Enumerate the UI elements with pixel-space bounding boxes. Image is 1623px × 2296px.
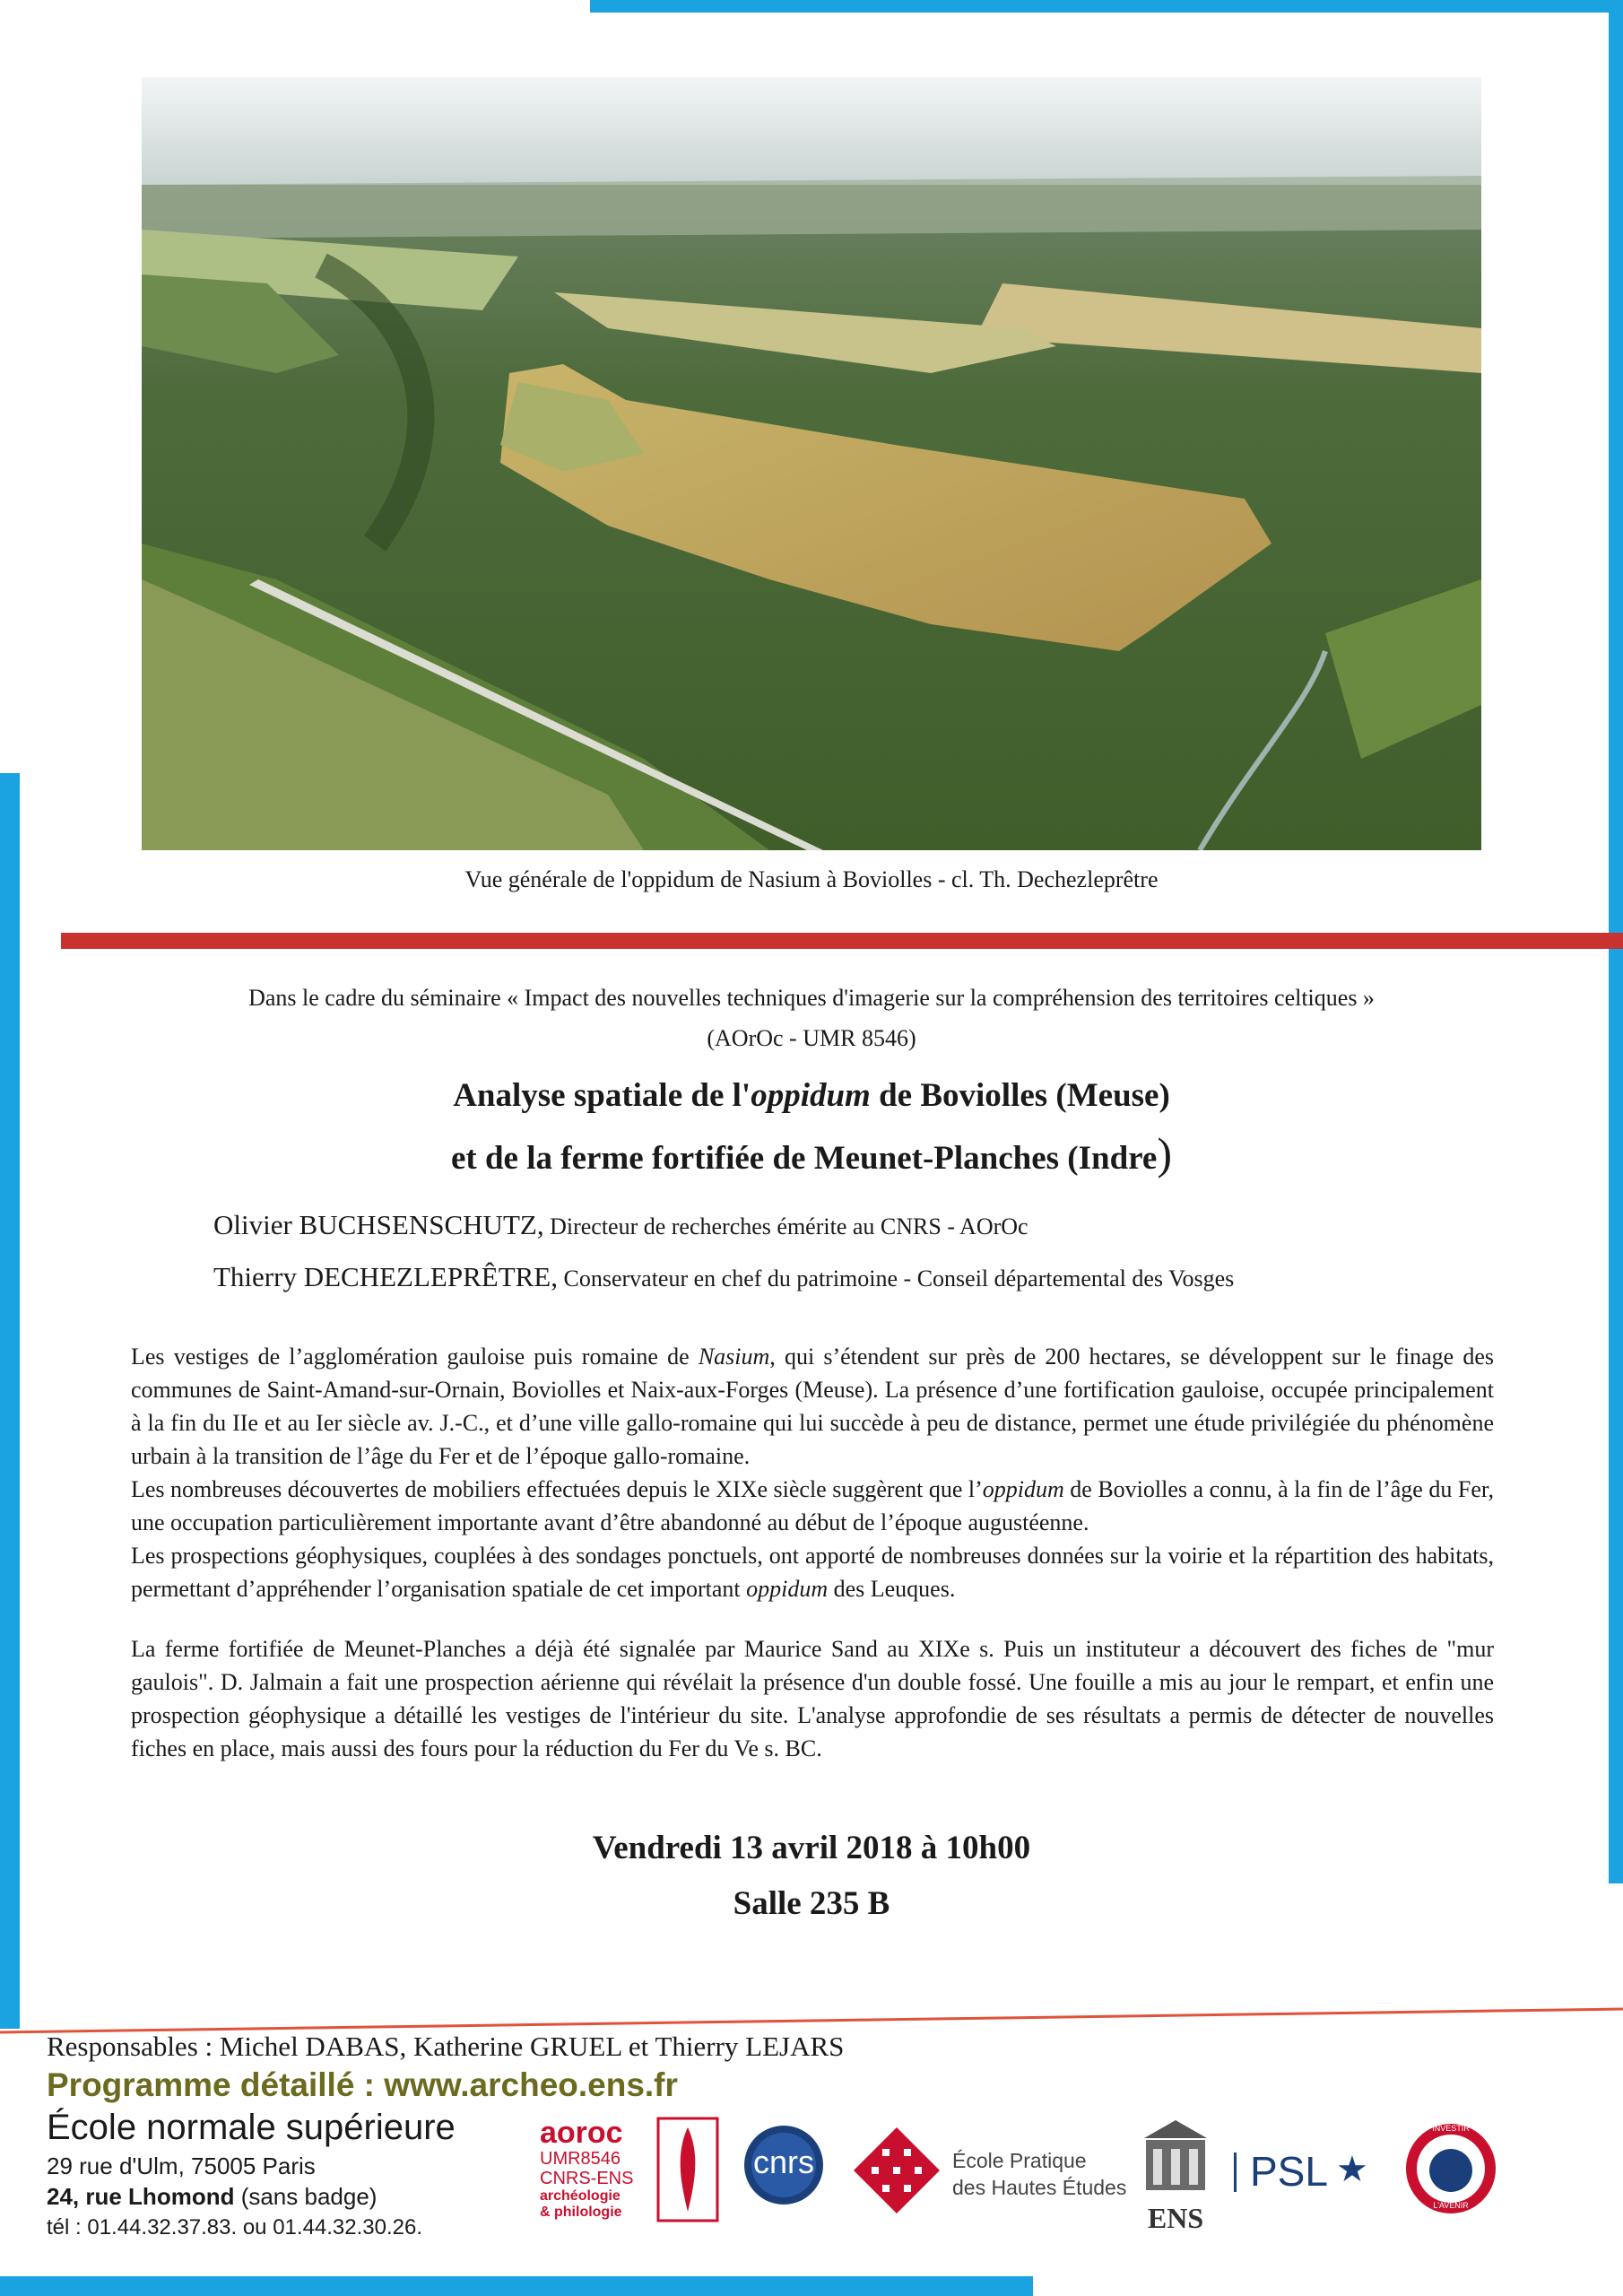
text-run: des Leuques. (828, 1576, 956, 1602)
aoroc-logo-line1: UMR8546 (540, 2149, 621, 2169)
aoroc-logo (540, 2117, 728, 2242)
title-part: et de la ferme fortifiée de Meunet-Planches (Indre (450, 1140, 1158, 1177)
text-run: , qui s’étendent sur près de 200 hectares, se développent sur le finage des communes de Saint-Amand-sur-Ornain, Boviolles et Naix-aux-Forges (Meuse). La présence d’une fortification gauloise, occupée principalement à la fin du IIe et au Ier siècle av. J.-C., et d’une ville gallo-romaine qui lui succède à peu de distance, permet une étude privilégiée du phénomène urbain à la transition de l’âge du Fer et de l’époque gallo-romaine. (131, 1344, 1494, 1469)
ephe-diamond-icon (852, 2126, 942, 2215)
ens-building-icon (1137, 2117, 1214, 2197)
text-italic: oppidum (746, 1576, 829, 1602)
footer-responsables: Responsables : Michel DABAS, Katherine GRUEL et Thierry LEJARS (47, 2031, 845, 2062)
text-italic: Nasium (698, 1344, 770, 1370)
text-run: Les nombreuses découvertes de mobiliers effectuées depuis le XIXe siècle suggèrent que l’ (131, 1476, 983, 1502)
abstract-paragraph-3 (131, 1539, 1494, 1605)
cnrs-logo (742, 2117, 825, 2242)
talk-title (0, 1067, 1623, 1187)
ens-logo-text: ENS (1147, 2202, 1204, 2234)
quill-icon (656, 2117, 719, 2222)
seminar-context-line2: (AOrOc - UMR 8546) (707, 1025, 916, 1051)
ephe-logo (852, 2117, 1127, 2242)
event-room: Salle 235 B (733, 1885, 890, 1922)
event-info (0, 1821, 1623, 1932)
author-role: Conservateur en chef du patrimoine - Conseil départemental des Vosges (558, 1265, 1235, 1292)
ephe-logo-line1: École Pratique (952, 2149, 1087, 2172)
aoroc-logo-name: aoroc (540, 2116, 623, 2150)
aerial-photo (142, 77, 1481, 850)
aoroc-logo-line3: archéologie (540, 2188, 621, 2204)
abstract-part1 (131, 1340, 1494, 1605)
author-role: Directeur de recherches émérite au CNRS - AOrOc (543, 1213, 1028, 1239)
aoroc-logo-line2: CNRS-ENS (540, 2169, 634, 2188)
author-name: Olivier BUCHSENSCHUTZ, (213, 1209, 544, 1240)
seminar-context-line1: Dans le cadre du séminaire « Impact des nouvelles techniques d'imagerie sur la compréhension des territoires celtiques » (248, 985, 1375, 1011)
star-icon: ★ (1336, 2149, 1368, 2190)
ephe-logo-line2: des Hautes Études (952, 2176, 1127, 2199)
footer-address-rest: (sans badge) (234, 2183, 378, 2210)
lavenir-text: L'AVENIR (1433, 2201, 1469, 2210)
text-run: Les vestiges de l’agglomération gauloise puis romaine de (131, 1344, 699, 1370)
title-part: de Boviolles (Meuse) (870, 1077, 1170, 1114)
investir-lavenir-logo (1404, 2117, 1497, 2242)
footer-address-2 (47, 2183, 377, 2211)
footer-school: École normale supérieure (47, 2108, 456, 2147)
investir-text: INVESTIR (1432, 2124, 1470, 2133)
title-paren: ) (1157, 1128, 1173, 1178)
footer-programme-link[interactable]: Programme détaillé : www.archeo.ens.fr (47, 2066, 678, 2103)
abstract-paragraph-4: La ferme fortifiée de Meunet-Planches a déjà été signalée par Maurice Sand au XIXe s. Puis un instituteur a découvert des fiches de "mur gaulois". D. Jalmain a fait une prospection aérienne qui révélait la présence d'un double fossé. Une fouille a mis au jour le rempart, et enfin une prospection géophysique a détaillé les vestiges de l'intérieur du site. L'analyse approfondie de ses résultats a permis de détecter de nouvelles fiches en place, mais aussi des fours pour la réduction du Fer du Ve s. BC. (131, 1636, 1494, 1761)
author-name: Thierry DECHEZLEPRÊTRE, (213, 1261, 558, 1292)
abstract-paragraph-1 (131, 1340, 1494, 1473)
cnrs-logo-text: cnrs (752, 2144, 814, 2180)
psl-logo-text: PSL (1250, 2148, 1328, 2195)
seminar-context (135, 978, 1488, 1058)
text-run: Les prospections géophysiques, couplées à des sondages ponctuels, ont apporté de nombreuses données sur la voirie et la répartition des habitats, permettant d’appréhender l’organisation spatiale de cet important (131, 1543, 1494, 1602)
event-date: Vendredi 13 avril 2018 à 10h00 (592, 1830, 1031, 1866)
photo-caption: Vue générale de l'oppidum de Nasium à Boviolles - cl. Th. Dechezleprêtre (464, 866, 1159, 892)
psl-logo (1228, 2117, 1381, 2242)
title-part: Analyse spatiale de l' (453, 1077, 751, 1114)
footer-phone: tél : 01.44.32.37.83. ou 01.44.32.30.26. (47, 2215, 423, 2239)
title-italic: oppidum (751, 1077, 871, 1114)
footer-address-1: 29 rue d'Ulm, 75005 Paris (47, 2152, 316, 2179)
ens-logo (1137, 2117, 1214, 2242)
text-run: de Boviolles a connu, à la fin de l’âge du Fer, une occupation particulièrement importante avant d’être abandonné au début de l’époque augustéenne. (131, 1476, 1494, 1535)
bottom-blue-bar (0, 2276, 1033, 2296)
author-2 (213, 1261, 1234, 1293)
author-1 (213, 1209, 1028, 1241)
abstract-paragraph-2 (131, 1473, 1494, 1539)
text-italic: oppidum (982, 1476, 1064, 1502)
red-divider (61, 933, 1623, 949)
psl-divider (1234, 2152, 1237, 2192)
aoroc-logo-line4: & philologie (540, 2205, 622, 2220)
talk-title-line2 (0, 1125, 1623, 1187)
talk-title-line1 (0, 1067, 1623, 1125)
top-blue-bar (590, 0, 1623, 13)
footer-address-bold: 24, rue Lhomond (47, 2183, 235, 2210)
